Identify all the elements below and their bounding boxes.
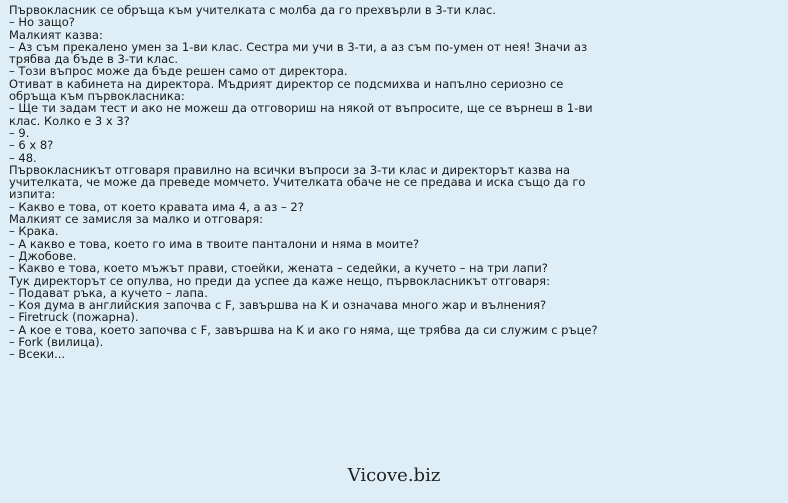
joke-line: – Аз съм прекалено умен за 1-ви клас. Сестра ми учи в 3-ти, а аз съм по-умен от нея! Значи аз (9, 39, 588, 54)
joke-line: трябва да бъде в 3-ти клас. (9, 52, 179, 67)
joke-line: – Всеки... (9, 347, 66, 362)
joke-line: изпита: (9, 187, 56, 202)
joke-line: Първокласникът отговаря правилно на всички въпроси за 3-ти клас и директорът казва на (9, 162, 571, 177)
joke-line: – Но защо? (9, 15, 75, 30)
joke-line: – А какво е това, което го има в твоите панталони и няма в моите? (9, 236, 420, 251)
joke-line: клас. Колко е 3 х 3? (9, 113, 130, 128)
joke-line: – 6 х 8? (9, 138, 54, 153)
joke-line: – Крака. (9, 224, 59, 239)
joke-line: – Firetruck (пожарна). (9, 310, 139, 325)
joke-line: – Този въпрос може да бъде решен само от директора. (9, 64, 348, 79)
joke-line: учителката, че може да преведе момчето. Учителката обаче не се предава и иска също да го (9, 175, 586, 190)
joke-line: Първокласник се обръща към учителката с молба да го прехвърли в 3-ти клас. (9, 3, 496, 17)
joke-line: Тук директорът се опулва, но преди да успее да каже нещо, първокласникът отговаря: (9, 273, 550, 288)
joke-line: Малкият казва: (9, 27, 103, 42)
joke-line: Отиват в кабинета на директора. Мъдрият директор се подсмихва и напълно сериозно се (9, 76, 564, 91)
joke-line: – Какво е това, което мъжът прави, стоейки, жената – седейки, а кучето – на три лапи? (9, 261, 548, 276)
joke-line: обръща към първокласника: (9, 89, 185, 104)
joke-text (9, 4, 779, 361)
joke-line: Малкият се замисля за малко и отговаря: (9, 212, 264, 227)
joke-line: – Джобове. (9, 248, 77, 263)
joke-line: – Какво е това, от което кравата има 4, а аз – 2? (9, 199, 304, 214)
joke-line: – А кое е това, което започва с F, завършва на K и ако го няма, ще трябва да си служим с ръце? (9, 322, 598, 337)
joke-line: – Коя дума в английския започва с F, завършва на K и означава много жар и вълнения? (9, 298, 547, 313)
joke-line: – 48. (9, 150, 37, 165)
joke-line: – Ще ти задам тест и ако не можеш да отговориш на някой от въпросите, ще се върнеш в 1-ви (9, 101, 593, 116)
joke-line: – Fork (вилица). (9, 335, 104, 350)
site-watermark: Vicove.biz (347, 465, 441, 486)
joke-line: – 9. (9, 125, 30, 140)
joke-line: – Подават ръка, а кучето – лапа. (9, 285, 208, 300)
